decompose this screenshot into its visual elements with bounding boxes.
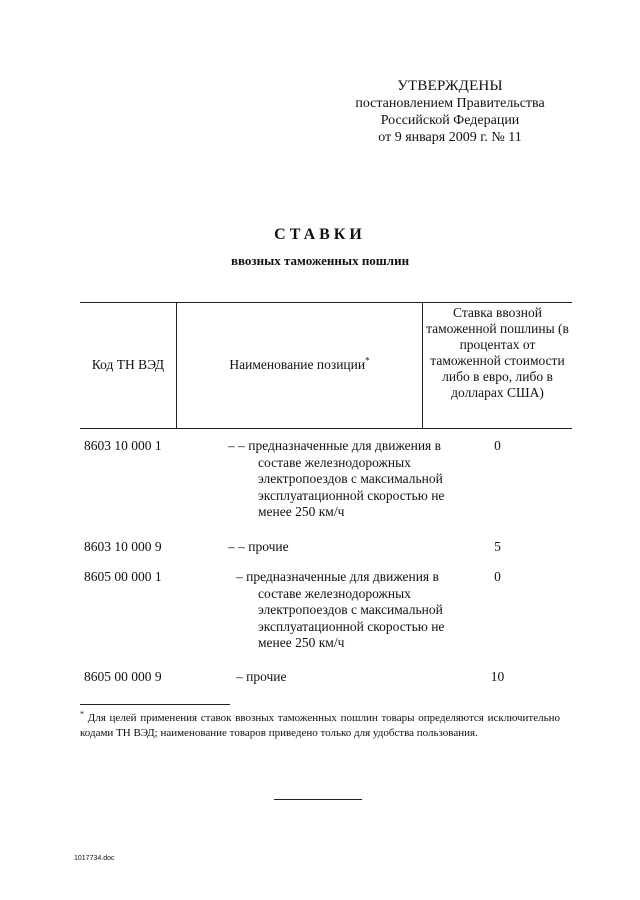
row-name-lead: – предназначенные для движения в <box>236 569 439 584</box>
row-code: 8605 00 000 1 <box>84 569 162 584</box>
row-rate: 0 <box>494 438 501 453</box>
approval-line-1: постановлением Правительства <box>355 96 545 111</box>
document-file-id: 1017734.doc <box>74 855 115 862</box>
approval-line-2: Российской Федерации <box>380 113 520 128</box>
table-top-rule <box>80 302 572 303</box>
row-rate: 5 <box>494 539 501 554</box>
approval-heading: УТВЕРЖДЕНЫ <box>397 78 503 94</box>
row-name-lead: – прочие <box>236 669 287 684</box>
row-name-rest: составе железнодорожных электропоездов с максимальной эксплуатационной скоростью не менее 250 км/ч <box>258 454 445 519</box>
footnote-mark: * <box>80 709 84 719</box>
row-rate: 10 <box>490 669 505 684</box>
document-title: СТАВКИ <box>274 226 366 243</box>
approval-date-line: от 9 января 2009 г. № 11 <box>378 130 522 145</box>
table-header-rule <box>80 428 572 429</box>
row-name-rest: составе железнодорожных электропоездов с максимальной эксплуатационной скоростью не менее 250 км/ч <box>258 585 445 650</box>
header-rate: Ставка ввозной таможенной пошлины (в процентах от таможенной стоимости либо в евро, либо в долларах США) <box>426 305 569 400</box>
header-code: Код ТН ВЭД <box>91 357 165 372</box>
row-rate: 0 <box>494 569 501 584</box>
header-footnote-mark: * <box>365 355 370 366</box>
row-code: 8605 00 000 9 <box>84 669 162 684</box>
row-code: 8603 10 000 9 <box>84 539 162 554</box>
row-name-lead: – – прочие <box>228 539 289 554</box>
end-rule <box>274 799 362 800</box>
header-name <box>177 357 422 373</box>
footnote-text: Для целей применения ставок ввозных таможенных пошлин товары определяются исключительно кодами ТН ВЭД; наименование товаров приведено только для удобства пользования. <box>80 712 560 739</box>
row-code: 8603 10 000 1 <box>84 438 162 453</box>
footnote <box>80 711 560 741</box>
header-name-label: Наименование позиции <box>229 357 366 372</box>
row-name-lead: – – предназначенные для движения в <box>228 438 442 453</box>
document-subtitle: ввозных таможенных пошлин <box>230 253 410 268</box>
approval-block <box>300 78 600 146</box>
footnote-rule <box>80 704 230 705</box>
